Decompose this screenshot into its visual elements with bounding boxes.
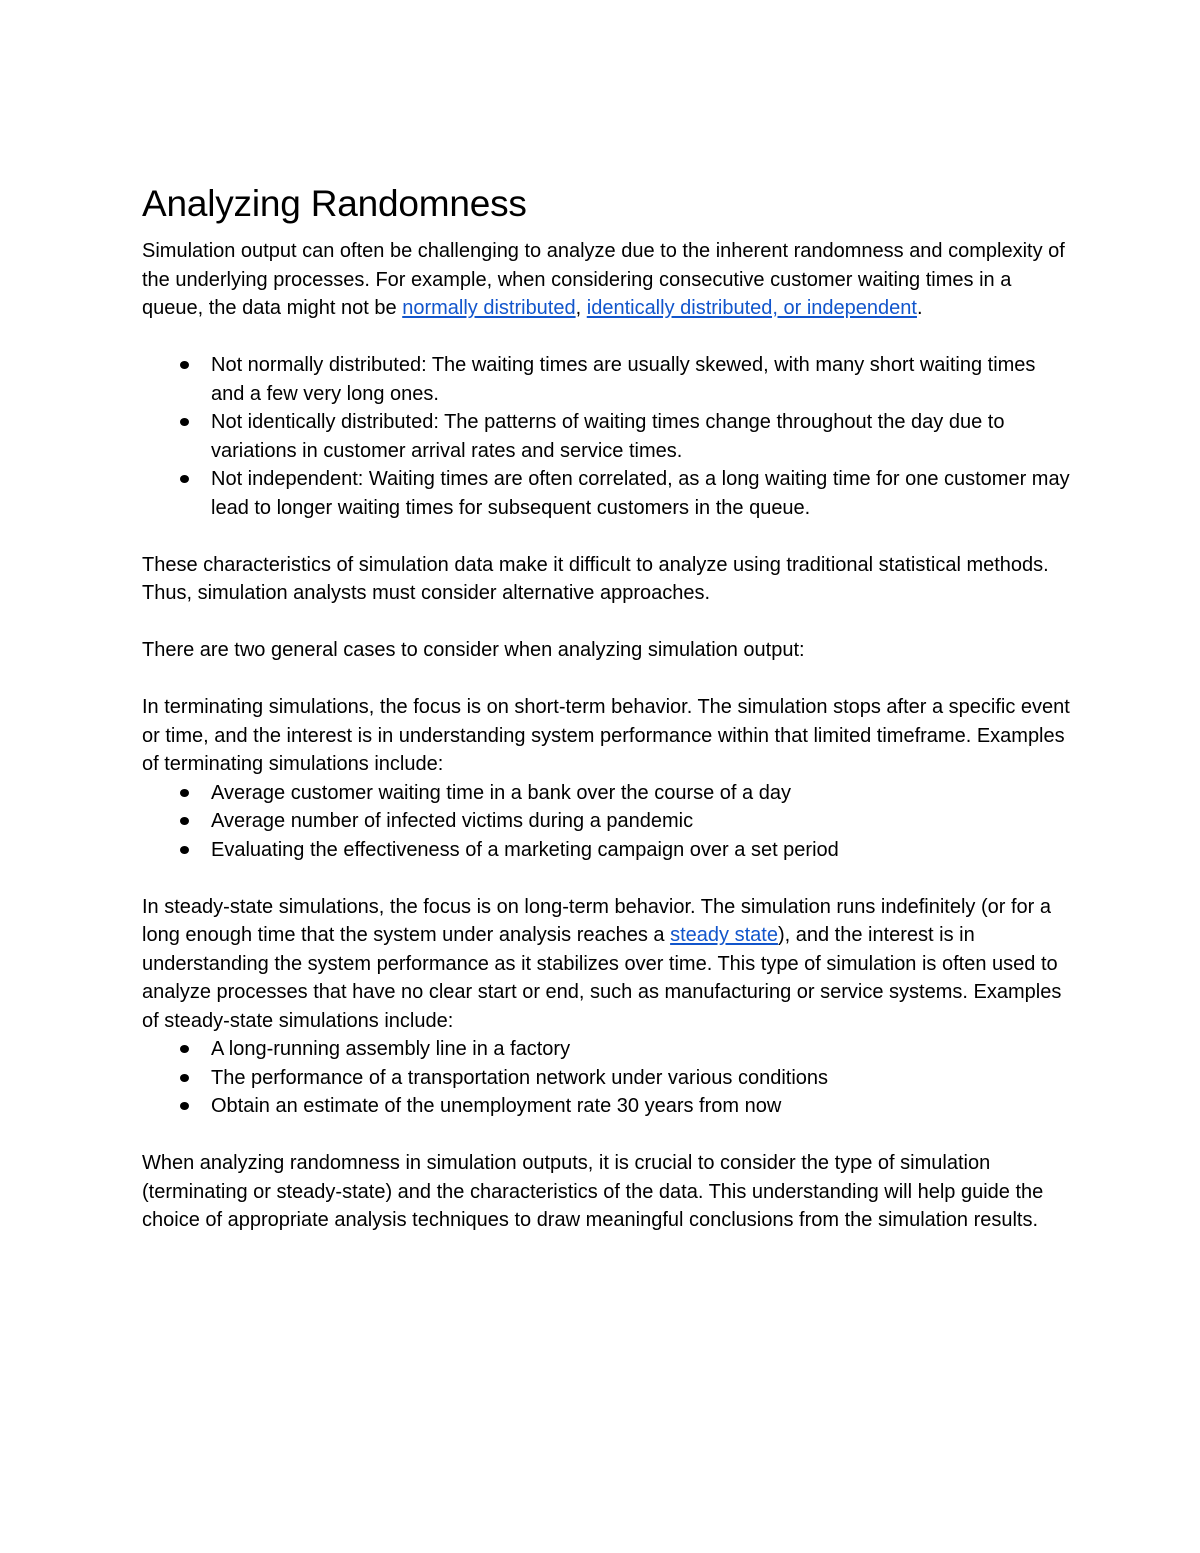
properties-list [142,351,1072,522]
bullet-icon [180,789,189,797]
list-item-text: Not normally distributed: The waiting times are usually skewed, with many short waiting times and a few very long ones. [211,354,1036,405]
list-item-text: Not identically distributed: The patterns of waiting times change throughout the day due to variations in customer arrival rates and service times. [211,411,1005,462]
bullet-icon [180,475,189,483]
intro-separator: , [575,297,587,319]
link-identically-distributed[interactable]: identically distributed, or independent [586,297,917,319]
bullet-icon [180,418,189,426]
document-page [142,176,1072,1235]
list-item-text: Average customer waiting time in a bank over the course of a day [211,781,791,804]
spacer [142,323,1072,352]
list-item-text: A long-running assembly line in a factory [211,1038,571,1060]
list-item [142,836,1072,865]
list-item [142,408,1072,465]
spacer [142,665,1072,694]
intro-end: . [916,297,923,319]
bullet-icon [180,1102,189,1110]
spacer [142,1121,1072,1150]
spacer [142,864,1072,893]
bullet-icon [180,1074,189,1082]
document-title: Analyzing Randomness [142,183,527,224]
intro-text: Simulation output can often be challenging to analyze due to the inherent randomness and complexity of the underlying processes. For example, when considering consecutive customer waiting times in a queue, the data might not be [142,240,1065,319]
list-item [142,1092,1072,1121]
list-item [142,351,1072,408]
two-cases-paragraph: There are two general cases to consider when analyzing simulation output: [142,639,805,661]
list-item-text: Not independent: Waiting times are often correlated, as a long waiting time for one customer may lead to longer waiting times for subsequent customers in the queue. [211,468,1070,519]
terminating-paragraph: In terminating simulations, the focus is on short-term behavior. The simulation stops after a specific event or time, and the interest is in understanding system performance within that limited timeframe. Examples of terminating simulations include: [142,696,1070,775]
terminating-examples-list [142,779,1072,865]
spacer [142,522,1072,551]
list-item-text: Evaluating the effectiveness of a marketing campaign over a set period [211,838,839,861]
list-item [142,1064,1072,1093]
list-item-text: The performance of a transportation network under various conditions [211,1066,829,1089]
list-item [142,1035,1072,1064]
steady-text: In steady-state simulations, the focus is on long-term behavior. The simulation runs indefinitely (or for a long enough time that the system under analysis reaches a [142,895,1051,946]
list-item [142,779,1072,808]
characteristics-paragraph: These characteristics of simulation data make it difficult to analyze using traditional statistical methods. Thus, simulation analysts must consider alternative approaches. [142,553,1049,604]
list-item-text: Average number of infected victims during a pandemic [211,810,694,832]
bullet-icon [180,1045,189,1053]
spacer [142,608,1072,637]
intro-paragraph [142,237,1072,323]
bullet-icon [180,846,189,854]
list-item [142,465,1072,522]
bullet-icon [180,817,189,825]
list-item [142,807,1072,836]
bullet-icon [180,361,189,369]
steady-examples-list [142,1035,1072,1121]
conclusion-paragraph: When analyzing randomness in simulation outputs, it is crucial to consider the type of simulation (terminating or steady-state) and the characteristics of the data. This understanding will help guide the choice of appropriate analysis techniques to draw meaningful conclusions from the simulation results. [142,1152,1044,1231]
steady-state-paragraph [142,893,1072,1036]
steady-text-end: ), and the interest is in understanding the system performance as it stabilizes over time. This type of simulation is often used to analyze processes that have no clear start or end, such as manufacturing or service systems. Examples of steady-state simulations include: [142,924,1062,1032]
link-steady-state[interactable]: steady state [670,924,778,946]
link-normally-distributed[interactable]: normally distributed [402,297,576,319]
list-item-text: Obtain an estimate of the unemployment rate 30 years from now [211,1095,782,1117]
